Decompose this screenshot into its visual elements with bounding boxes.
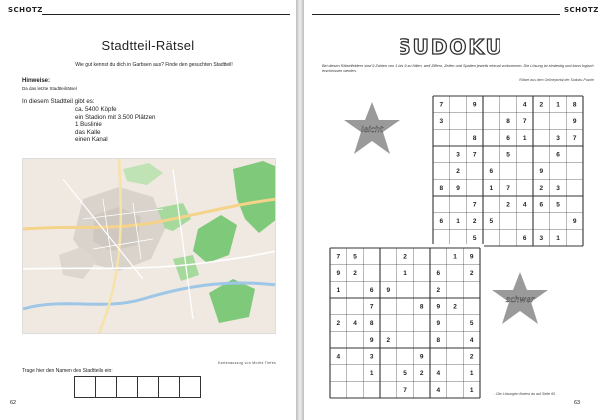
hard-sudoku-given: 2 <box>336 320 341 328</box>
hard-sudoku-given: 6 <box>369 286 374 294</box>
easy-sudoku-cell[interactable] <box>450 96 467 113</box>
easy-sudoku-given: 2 <box>472 218 477 226</box>
easy-sudoku-cell[interactable] <box>566 179 583 196</box>
puzzle-source: Rätsel aus dem Onlineportal der Sudoku-Puzzle <box>519 78 594 82</box>
easy-sudoku-given: 8 <box>472 134 477 142</box>
easy-sudoku-given: 1 <box>556 101 560 109</box>
easy-sudoku-cell[interactable] <box>450 196 467 213</box>
hard-sudoku-given: 4 <box>436 370 441 378</box>
easy-sudoku-given: 7 <box>472 201 477 209</box>
header-rule <box>42 14 290 15</box>
hard-sudoku-cell[interactable] <box>447 315 464 332</box>
answer-box[interactable] <box>95 376 117 398</box>
answer-box[interactable] <box>179 376 201 398</box>
answer-label: Trage hier den Namen des Stadtteils ein: <box>22 368 113 374</box>
hard-sudoku-cell[interactable] <box>413 331 430 348</box>
easy-sudoku-given: 8 <box>439 184 444 192</box>
hard-sudoku-given: 9 <box>436 303 441 311</box>
easy-sudoku-given: 7 <box>572 134 577 142</box>
hard-sudoku-given: 9 <box>336 270 341 278</box>
clue-item: das Kalle <box>75 128 101 136</box>
sudoku-logo-text: SUDOKU <box>400 35 500 58</box>
hard-sudoku-given: 7 <box>336 253 341 261</box>
hard-sudoku-given: 4 <box>469 336 474 344</box>
easy-sudoku-cell[interactable] <box>483 96 500 113</box>
sudoku-logo-graphic <box>400 34 500 58</box>
easy-sudoku-given: 2 <box>506 201 510 209</box>
easy-sudoku-given: 1 <box>489 184 494 192</box>
easy-sudoku-given: 6 <box>489 168 494 176</box>
hard-sudoku-given: 9 <box>369 336 374 344</box>
map-drawing <box>23 159 276 334</box>
hard-sudoku-cell[interactable] <box>363 265 380 282</box>
easy-sudoku-given: 8 <box>506 118 510 126</box>
easy-sudoku-given: 4 <box>522 101 527 109</box>
easy-sudoku-cell[interactable] <box>450 129 467 146</box>
easy-sudoku-cell[interactable] <box>500 96 517 113</box>
hard-sudoku-cell[interactable] <box>380 315 397 332</box>
hard-sudoku-cell[interactable] <box>447 348 464 365</box>
page-title: Stadtteil-Rätsel <box>101 38 195 53</box>
easy-sudoku-cell[interactable] <box>516 213 533 230</box>
easy-sudoku-given: 6 <box>556 151 560 159</box>
answer-box[interactable] <box>137 376 159 398</box>
district-map <box>22 158 276 334</box>
hard-sudoku-cell[interactable] <box>463 281 480 298</box>
easy-sudoku-given: 9 <box>572 118 577 126</box>
header-logo: SCHOTZ <box>564 6 599 14</box>
easy-sudoku-given: 3 <box>439 118 444 126</box>
easy-sudoku-cell[interactable] <box>566 196 583 213</box>
easy-sudoku-cell[interactable] <box>516 146 533 163</box>
easy-sudoku-given: 9 <box>539 168 544 176</box>
easy-sudoku-given: 9 <box>472 101 477 109</box>
hard-sudoku-given: 2 <box>403 253 407 261</box>
hints-sub: Da das letzte Stadtteilrätsel <box>22 86 77 91</box>
hard-sudoku-cell[interactable] <box>380 365 397 382</box>
hard-sudoku-cell[interactable] <box>447 281 464 298</box>
hard-sudoku-given: 4 <box>436 386 441 394</box>
hard-sudoku-cell[interactable] <box>413 281 430 298</box>
easy-sudoku-cell[interactable] <box>566 229 583 246</box>
hard-sudoku-given: 1 <box>453 253 457 261</box>
hard-sudoku-given: 2 <box>453 303 457 311</box>
easy-sudoku-cell[interactable] <box>466 113 483 130</box>
answer-box[interactable] <box>158 376 180 398</box>
easy-sudoku-given: 9 <box>456 184 460 192</box>
easy-sudoku-given: 7 <box>439 101 444 109</box>
easy-sudoku-given: 7 <box>472 151 477 159</box>
hard-sudoku-given: 5 <box>469 320 474 328</box>
answer-box[interactable] <box>74 376 96 398</box>
hard-sudoku-given: 9 <box>386 286 391 294</box>
clue-item: einen Kanal <box>75 136 108 144</box>
hard-sudoku-cell[interactable] <box>413 248 430 265</box>
clue-item: ein Stadion mit 3.500 Plätzen <box>75 113 156 121</box>
easy-sudoku-cell[interactable] <box>500 229 517 246</box>
easy-sudoku-grid <box>429 92 587 250</box>
easy-sudoku-cell[interactable] <box>550 213 567 230</box>
hard-sudoku-given: 5 <box>353 253 357 261</box>
hard-sudoku-given: 2 <box>353 270 357 278</box>
hard-sudoku-cell[interactable] <box>413 265 430 282</box>
hard-sudoku-cell[interactable] <box>330 365 347 382</box>
easy-sudoku-cell[interactable] <box>450 113 467 130</box>
easy-sudoku-cell[interactable] <box>433 163 450 180</box>
hard-sudoku-cell[interactable] <box>380 248 397 265</box>
easy-sudoku-given: 4 <box>522 201 527 209</box>
hard-label: schwer <box>505 295 535 304</box>
hard-sudoku-cell[interactable] <box>447 331 464 348</box>
hard-sudoku-given: 6 <box>436 270 441 278</box>
hard-sudoku-cell[interactable] <box>380 265 397 282</box>
hard-sudoku-given: 7 <box>403 386 407 394</box>
easy-sudoku-given: 1 <box>456 218 460 226</box>
hard-sudoku-cell[interactable] <box>330 331 347 348</box>
hard-sudoku-given: 1 <box>469 386 474 394</box>
intro-text: Wie gut kennst du dich in Garbsen aus? Finde den gesuchten Stadtteil! <box>75 62 233 68</box>
hard-sudoku-cell[interactable] <box>413 315 430 332</box>
clue-item: 1 Buslinie <box>75 121 102 129</box>
easy-sudoku-cell[interactable] <box>516 163 533 180</box>
easy-sudoku-cell[interactable] <box>483 229 500 246</box>
hard-sudoku-given: 2 <box>419 370 424 378</box>
hard-sudoku-given: 4 <box>336 353 341 361</box>
easy-sudoku-given: 5 <box>506 151 510 159</box>
easy-sudoku-cell[interactable] <box>433 129 450 146</box>
easy-sudoku-given: 7 <box>522 118 527 126</box>
clue-item: ca. 5400 Köpfe <box>75 106 117 113</box>
hard-sudoku-given: 8 <box>436 336 441 344</box>
left-page <box>0 0 296 420</box>
hard-sudoku-given: 1 <box>403 270 407 278</box>
hard-sudoku-cell[interactable] <box>330 381 347 398</box>
easy-sudoku-given: 6 <box>439 218 444 226</box>
easy-sudoku-given: 6 <box>539 201 544 209</box>
hard-sudoku-given: 5 <box>403 370 407 378</box>
hard-sudoku-given: 7 <box>369 303 374 311</box>
hard-sudoku-grid <box>326 244 484 402</box>
header-logo: SCHOTZ <box>8 6 43 14</box>
stadtteil-line: In diesem Stadtteil gibt es: <box>22 98 95 105</box>
hard-sudoku-cell[interactable] <box>447 381 464 398</box>
easy-sudoku-cell[interactable] <box>533 146 550 163</box>
easy-sudoku-given: 3 <box>539 234 544 242</box>
easy-sudoku-cell[interactable] <box>550 163 567 180</box>
easy-sudoku-cell[interactable] <box>500 163 517 180</box>
clue-list <box>75 106 156 144</box>
sudoku-intro: Bei diesen Rätselfeldern sind 9 Zahlen von 1 bis 9 zu füllen, weil Ziffern, Zeilen und Spalten jeweils einmal vorkommen. Die Lösung ist eindeutig und kann logisch erschlossen werden. <box>322 64 594 73</box>
hard-sudoku-cell[interactable] <box>330 298 347 315</box>
answer-boxes <box>74 376 200 398</box>
easy-sudoku-given: 1 <box>522 134 527 142</box>
easy-sudoku-cell[interactable] <box>483 196 500 213</box>
page-number: 63 <box>574 400 581 406</box>
easy-sudoku-cell[interactable] <box>483 129 500 146</box>
easy-sudoku-cell[interactable] <box>483 146 500 163</box>
hard-sudoku-cell[interactable] <box>397 315 414 332</box>
hard-sudoku-given: 2 <box>469 270 474 278</box>
hard-sudoku-cell[interactable] <box>413 381 430 398</box>
easy-sudoku-cell[interactable] <box>433 146 450 163</box>
hard-sudoku-cell[interactable] <box>397 348 414 365</box>
easy-sudoku-given: 2 <box>539 101 544 109</box>
easy-label: leicht <box>361 125 383 134</box>
easy-sudoku-given: 6 <box>506 134 510 142</box>
easy-sudoku-cell[interactable] <box>533 213 550 230</box>
easy-sudoku-cell[interactable] <box>483 113 500 130</box>
hard-sudoku-given: 1 <box>336 286 341 294</box>
easy-sudoku-given: 2 <box>456 168 460 176</box>
hard-sudoku-cell[interactable] <box>380 348 397 365</box>
easy-sudoku-cell[interactable] <box>533 129 550 146</box>
hard-sudoku-given: 2 <box>386 336 391 344</box>
solution-note: - Die Lösungen findest du auf Seite 65 <box>494 392 556 396</box>
hard-sudoku-cell[interactable] <box>347 348 364 365</box>
hard-sudoku-given: 8 <box>369 320 374 328</box>
map-credit: Kartenauszug von Moritz Tiefes <box>217 361 276 365</box>
hard-sudoku-given: 1 <box>369 370 374 378</box>
hard-sudoku-given: 2 <box>469 353 474 361</box>
easy-sudoku-given: 3 <box>556 184 560 192</box>
hard-sudoku-cell[interactable] <box>397 298 414 315</box>
hard-sudoku-cell[interactable] <box>447 265 464 282</box>
easy-sudoku-given: 1 <box>556 234 560 242</box>
easy-sudoku-cell[interactable] <box>500 213 517 230</box>
hard-sudoku-cell[interactable] <box>347 365 364 382</box>
hard-sudoku-cell[interactable] <box>347 281 364 298</box>
easy-sudoku-cell[interactable] <box>466 163 483 180</box>
hard-sudoku-given: 1 <box>469 370 474 378</box>
hard-sudoku-cell[interactable] <box>347 381 364 398</box>
easy-sudoku-given: 7 <box>506 184 510 192</box>
easy-sudoku-given: 5 <box>489 218 494 226</box>
hard-star <box>490 270 550 326</box>
answer-box[interactable] <box>116 376 138 398</box>
hard-sudoku-cell[interactable] <box>363 248 380 265</box>
easy-sudoku-given: 5 <box>556 201 560 209</box>
hard-sudoku-cell[interactable] <box>363 381 380 398</box>
hard-sudoku-given: 4 <box>353 320 357 328</box>
sudoku-logo <box>400 34 500 63</box>
hints-label: Hinweise: <box>22 78 51 84</box>
hard-sudoku-cell[interactable] <box>397 281 414 298</box>
easy-sudoku-cell[interactable] <box>533 113 550 130</box>
hard-sudoku-cell[interactable] <box>347 331 364 348</box>
easy-sudoku-cell[interactable] <box>516 179 533 196</box>
easy-sudoku-given: 3 <box>456 151 460 159</box>
hard-sudoku-cell[interactable] <box>447 365 464 382</box>
hard-sudoku-cell[interactable] <box>430 348 447 365</box>
easy-sudoku-cell[interactable] <box>566 146 583 163</box>
hard-sudoku-given: 9 <box>469 253 474 261</box>
easy-sudoku-cell[interactable] <box>566 163 583 180</box>
spread-gutter <box>296 0 304 420</box>
easy-sudoku-given: 3 <box>556 134 560 142</box>
page-number: 62 <box>10 400 17 406</box>
easy-sudoku-cell[interactable] <box>550 113 567 130</box>
hard-sudoku-given: 9 <box>419 353 424 361</box>
hard-sudoku-cell[interactable] <box>430 248 447 265</box>
hard-sudoku-cell[interactable] <box>347 298 364 315</box>
hard-sudoku-given: 9 <box>436 320 441 328</box>
hard-sudoku-cell[interactable] <box>463 298 480 315</box>
hard-sudoku-given: 3 <box>369 353 374 361</box>
hard-sudoku-cell[interactable] <box>397 331 414 348</box>
easy-sudoku-given: 8 <box>572 101 577 109</box>
easy-sudoku-cell[interactable] <box>466 179 483 196</box>
header-rule <box>312 14 560 15</box>
easy-star <box>342 100 402 156</box>
easy-sudoku-cell[interactable] <box>433 196 450 213</box>
hard-sudoku-given: 8 <box>419 303 424 311</box>
hard-sudoku-given: 2 <box>436 286 441 294</box>
easy-sudoku-given: 9 <box>572 218 577 226</box>
right-page <box>304 0 600 420</box>
easy-sudoku-given: 2 <box>539 184 544 192</box>
easy-sudoku-given: 5 <box>472 234 477 242</box>
easy-sudoku-given: 6 <box>522 234 527 242</box>
hard-sudoku-cell[interactable] <box>380 381 397 398</box>
hard-sudoku-cell[interactable] <box>380 298 397 315</box>
